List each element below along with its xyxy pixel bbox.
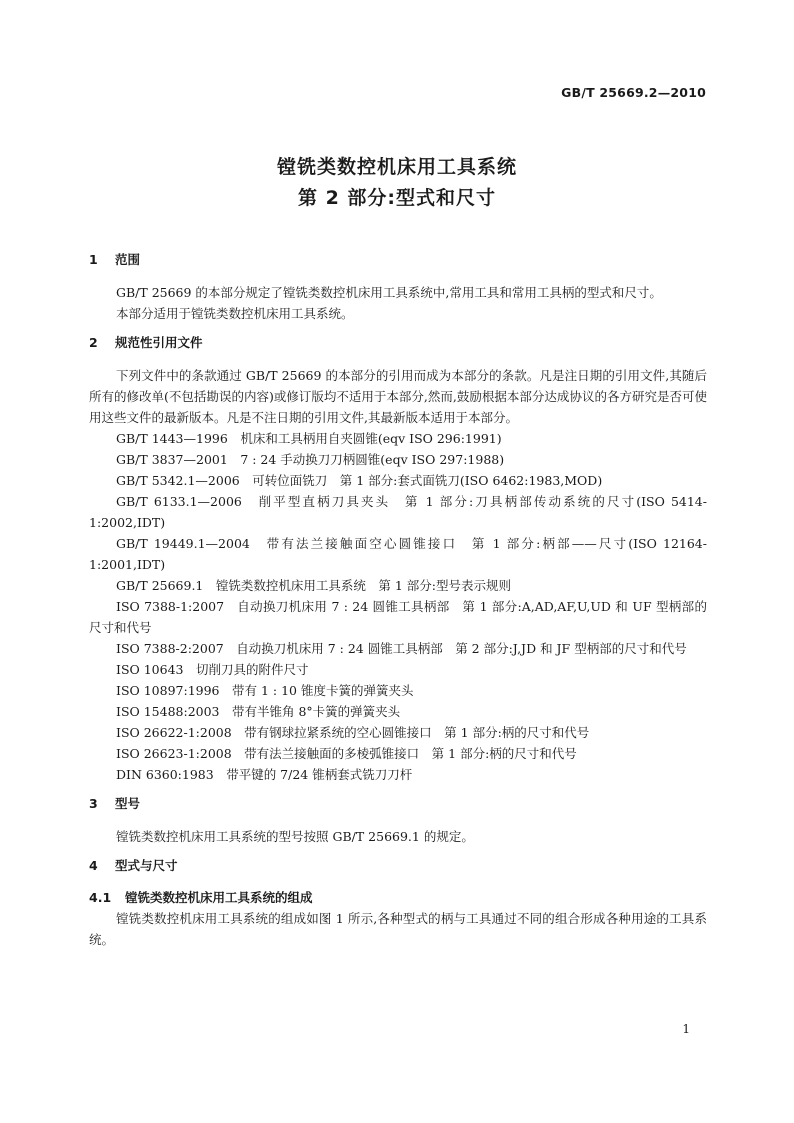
reference-item: ISO 15488:2003 带有半锥角 8°卡簧的弹簧夹头 bbox=[116, 704, 401, 719]
document-subtitle: 第 2 部分:型式和尺寸 bbox=[297, 187, 497, 209]
reference-item: GB/T 5342.1—2006 可转位面铣刀 第 1 部分:套式面铣刀(ISO 6462:1983,MOD) bbox=[116, 473, 603, 488]
reference-item: ISO 10643 切削刀具的附件尺寸 bbox=[116, 662, 309, 677]
subsection-heading-4-1 bbox=[89, 888, 707, 908]
section-title: 型式与尺寸 bbox=[115, 858, 178, 873]
reference-item: GB/T 6133.1—2006 削平型直柄刀具夹头 第 1 部分:刀具柄部传动系统的尺寸(ISO 5414-1:2002,IDT) bbox=[89, 494, 707, 530]
reference-item: ISO 7388-2:2007 自动换刀机床用 7 : 24 圆锥工具柄部 第 2 部分:J,JD 和 JF 型柄部的尺寸和代号 bbox=[116, 641, 687, 656]
reference-item: ISO 26622-1:2008 带有钢球拉紧系统的空心圆锥接口 第 1 部分:柄的尺寸和代号 bbox=[116, 725, 590, 740]
standard-code: GB/T 25669.2—2010 bbox=[561, 85, 706, 100]
paragraph: GB/T 25669 的本部分规定了镗铣类数控机床用工具系统中,常用工具和常用工具柄的型式和尺寸。 bbox=[116, 285, 662, 300]
subsection-title: 镗铣类数控机床用工具系统的组成 bbox=[125, 890, 313, 905]
reference-item: ISO 26623-1:2008 带有法兰接触面的多棱弧锥接口 第 1 部分:柄的尺寸和代号 bbox=[116, 746, 577, 761]
section-heading-1 bbox=[89, 250, 707, 270]
section-number: 1 bbox=[89, 252, 98, 267]
reference-item: GB/T 19449.1—2004 带有法兰接触面空心圆锥接口 第 1 部分:柄部——尺寸(ISO 12164-1:2001,IDT) bbox=[89, 536, 707, 572]
reference-item: ISO 7388-1:2007 自动换刀机床用 7 : 24 圆锥工具柄部 第 1 部分:A,AD,AF,U,UD 和 UF 型柄部的尺寸和代号 bbox=[89, 599, 707, 635]
paragraph: 镗铣类数控机床用工具系统的型号按照 GB/T 25669.1 的规定。 bbox=[116, 829, 474, 844]
section-number: 2 bbox=[89, 335, 98, 350]
section-heading-4 bbox=[89, 856, 707, 876]
reference-item: GB/T 25669.1 镗铣类数控机床用工具系统 第 1 部分:型号表示规则 bbox=[116, 578, 511, 593]
section-heading-3 bbox=[89, 794, 707, 814]
paragraph: 镗铣类数控机床用工具系统的组成如图 1 所示,各种型式的柄与工具通过不同的组合形成各种用途的工具系统。 bbox=[89, 911, 707, 947]
reference-item: GB/T 3837—2001 7 : 24 手动换刀刀柄圆锥(eqv ISO 297:1988) bbox=[116, 452, 505, 467]
section-title: 范围 bbox=[115, 252, 141, 267]
section-heading-2 bbox=[89, 333, 707, 353]
reference-item: ISO 10897:1996 带有 1 : 10 锥度卡簧的弹簧夹头 bbox=[116, 683, 414, 698]
paragraph: 下列文件中的条款通过 GB/T 25669 的本部分的引用而成为本部分的条款。凡是注日期的引用文件,其随后所有的修改单(不包括勘误的内容)或修订版均不适用于本部分,然而,鼓励根据本部分达成协议的各方研究是否可使用这些文件的最新版本。凡是不注日期的引用文件,其最新版本适用于本部分。 bbox=[89, 368, 707, 425]
section-number: 4 bbox=[89, 858, 98, 873]
section-number: 3 bbox=[89, 796, 98, 811]
document-body bbox=[89, 250, 707, 950]
page-number: 1 bbox=[682, 1022, 690, 1036]
reference-item: DIN 6360:1983 带平键的 7/24 锥柄套式铣刀刀杆 bbox=[116, 767, 413, 782]
subsection-number: 4.1 bbox=[89, 890, 112, 905]
paragraph: 本部分适用于镗铣类数控机床用工具系统。 bbox=[116, 306, 354, 321]
section-title: 型号 bbox=[115, 796, 141, 811]
section-title: 规范性引用文件 bbox=[115, 335, 203, 350]
document-title: 镗铣类数控机床用工具系统 bbox=[276, 156, 517, 178]
reference-item: GB/T 1443—1996 机床和工具柄用自夹圆锥(eqv ISO 296:1991) bbox=[116, 431, 502, 446]
